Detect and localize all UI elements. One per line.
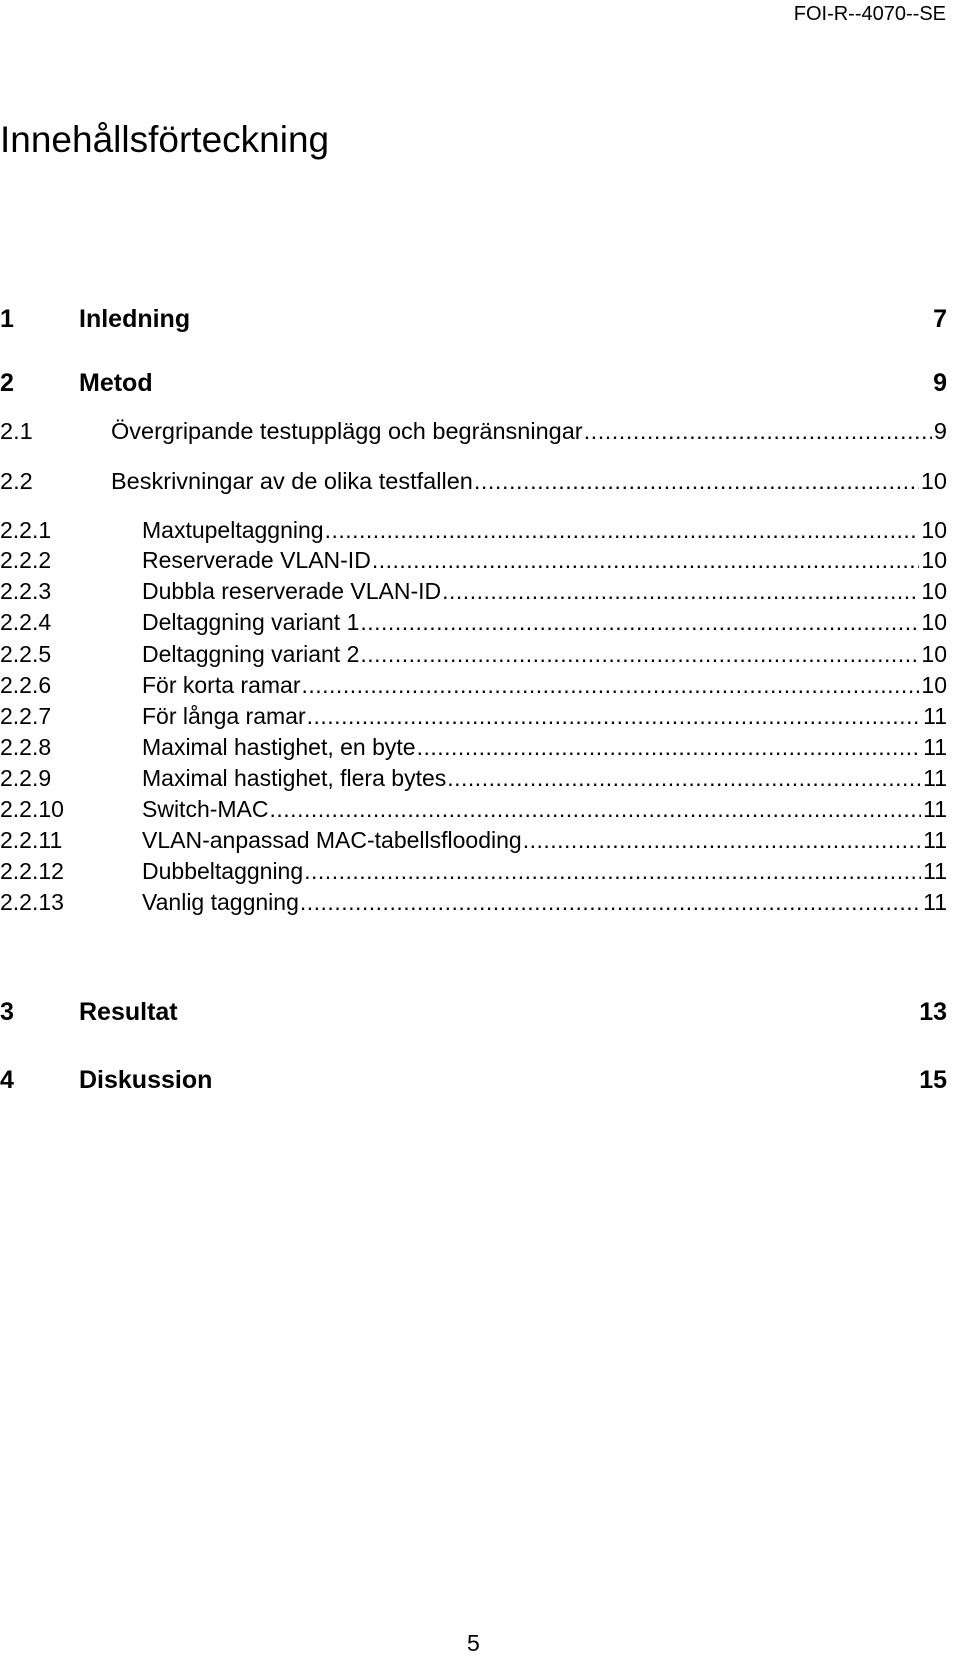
toc-subsection-2-2-6[interactable] bbox=[0, 670, 947, 700]
toc-dot-leader bbox=[301, 670, 919, 700]
toc-subsection-label: Reserverade VLAN-ID bbox=[142, 547, 371, 573]
toc-subsection-page: 10 bbox=[921, 517, 947, 543]
toc-chapter-3[interactable] bbox=[0, 996, 947, 1028]
toc-dot-leader bbox=[372, 545, 920, 575]
toc-chapter-2[interactable] bbox=[0, 367, 947, 399]
toc-subsection-label: Switch-MAC bbox=[142, 796, 269, 822]
toc-subsection-page: 10 bbox=[921, 672, 947, 698]
toc-dot-leader bbox=[360, 639, 919, 669]
toc-dot-leader bbox=[417, 732, 922, 762]
toc-section-2-2[interactable] bbox=[0, 466, 947, 496]
toc-chapter-4[interactable] bbox=[0, 1064, 947, 1096]
toc-dot-leader bbox=[584, 416, 932, 446]
toc-chapter-label: Metod bbox=[79, 369, 153, 397]
toc-subsection-number: 2.2.10 bbox=[0, 796, 64, 822]
toc-subsection-2-2-10[interactable] bbox=[0, 794, 947, 824]
toc-subsection-number: 2.2.9 bbox=[0, 765, 52, 791]
toc-subsection-2-2-8[interactable] bbox=[0, 732, 947, 762]
toc-subsection-page: 11 bbox=[923, 827, 947, 853]
page-title: Innehållsförteckning bbox=[0, 119, 330, 160]
toc-subsection-label: Maximal hastighet, flera bytes bbox=[142, 765, 447, 791]
toc-subsection-number: 2.2.11 bbox=[0, 827, 63, 853]
toc-subsection-page: 10 bbox=[921, 609, 947, 635]
toc-dot-leader bbox=[523, 825, 921, 855]
toc-subsection-number: 2.2.1 bbox=[0, 517, 52, 543]
toc-subsection-number: 2.2.8 bbox=[0, 734, 52, 760]
toc-subsection-number: 2.2.12 bbox=[0, 858, 64, 884]
toc-subsection-number: 2.2.13 bbox=[0, 889, 64, 915]
toc-chapter-page: 7 bbox=[933, 305, 947, 333]
toc-subsection-page: 11 bbox=[923, 796, 947, 822]
page-number: 5 bbox=[467, 1630, 480, 1656]
toc-dot-leader bbox=[307, 701, 921, 731]
toc-subsection-page: 10 bbox=[921, 547, 947, 573]
toc-subsection-page: 11 bbox=[923, 765, 947, 791]
toc-subsection-label: För långa ramar bbox=[142, 703, 306, 729]
toc-subsection-page: 11 bbox=[923, 858, 947, 884]
toc-dot-leader bbox=[325, 515, 920, 545]
toc-subsection-number: 2.2.2 bbox=[0, 547, 52, 573]
toc-section-label: Övergripande testupplägg och begränsningar bbox=[111, 418, 583, 444]
toc-subsection-2-2-13[interactable] bbox=[0, 887, 947, 917]
toc-subsection-2-2-12[interactable] bbox=[0, 856, 947, 886]
toc-subsection-2-2-3[interactable] bbox=[0, 576, 947, 606]
toc-chapter-number: 3 bbox=[0, 998, 14, 1026]
toc-chapter-number: 4 bbox=[0, 1066, 14, 1094]
toc-subsection-number: 2.2.6 bbox=[0, 672, 52, 698]
toc-subsection-label: Deltaggning variant 2 bbox=[142, 641, 360, 667]
toc-subsection-2-2-7[interactable] bbox=[0, 701, 947, 731]
toc-chapter-label: Resultat bbox=[79, 998, 178, 1026]
toc-subsection-2-2-1[interactable] bbox=[0, 515, 947, 545]
toc-subsection-2-2-4[interactable] bbox=[0, 607, 947, 637]
toc-section-page: 9 bbox=[933, 418, 947, 444]
toc-section-page: 10 bbox=[920, 468, 947, 494]
toc-dot-leader bbox=[300, 887, 921, 917]
toc-subsection-2-2-9[interactable] bbox=[0, 763, 947, 793]
toc-subsection-page: 10 bbox=[921, 641, 947, 667]
toc-chapter-page: 15 bbox=[919, 1066, 947, 1094]
toc-section-number: 2.1 bbox=[0, 418, 33, 444]
toc-chapter-1[interactable] bbox=[0, 303, 947, 335]
toc-dot-leader bbox=[442, 576, 919, 606]
toc-subsection-label: Vanlig taggning bbox=[142, 889, 299, 915]
toc-subsection-label: Dubbeltaggning bbox=[142, 858, 304, 884]
toc-subsection-page: 11 bbox=[923, 734, 947, 760]
toc-chapter-label: Diskussion bbox=[79, 1066, 213, 1094]
report-id: FOI-R--4070--SE bbox=[793, 3, 946, 25]
toc-subsection-page: 11 bbox=[923, 889, 947, 915]
toc-subsection-label: Dubbla reserverade VLAN-ID bbox=[142, 578, 442, 604]
toc-section-label: Beskrivningar av de olika testfallen bbox=[111, 468, 473, 494]
toc-subsection-number: 2.2.7 bbox=[0, 703, 52, 729]
toc-subsection-2-2-2[interactable] bbox=[0, 545, 947, 575]
toc-section-2-1[interactable] bbox=[0, 416, 947, 446]
toc-subsection-label: VLAN-anpassad MAC-tabellsflooding bbox=[142, 827, 522, 853]
toc-subsection-page: 11 bbox=[923, 703, 947, 729]
toc-subsection-label: Deltaggning variant 1 bbox=[142, 609, 360, 635]
toc-section-number: 2.2 bbox=[0, 468, 33, 494]
toc-dot-leader bbox=[304, 856, 921, 886]
toc-subsection-page: 10 bbox=[921, 578, 947, 604]
toc-dot-leader bbox=[360, 607, 919, 637]
toc-subsection-2-2-5[interactable] bbox=[0, 639, 947, 669]
toc-dot-leader bbox=[447, 763, 921, 793]
toc-chapter-label: Inledning bbox=[79, 305, 191, 333]
toc-chapter-number: 2 bbox=[0, 369, 14, 397]
toc-dot-leader bbox=[474, 466, 919, 496]
toc-chapter-number: 1 bbox=[0, 305, 14, 333]
toc-subsection-2-2-11[interactable] bbox=[0, 825, 947, 855]
toc-dot-leader bbox=[270, 794, 922, 824]
toc-subsection-number: 2.2.4 bbox=[0, 609, 52, 635]
toc-subsection-label: Maximal hastighet, en byte bbox=[142, 734, 416, 760]
toc-chapter-page: 13 bbox=[919, 998, 947, 1026]
toc-chapter-page: 9 bbox=[933, 369, 947, 397]
toc-subsection-label: Maxtupeltaggning bbox=[142, 517, 324, 543]
toc-subsection-number: 2.2.5 bbox=[0, 641, 52, 667]
toc-subsection-number: 2.2.3 bbox=[0, 578, 52, 604]
toc-subsection-label: För korta ramar bbox=[142, 672, 301, 698]
